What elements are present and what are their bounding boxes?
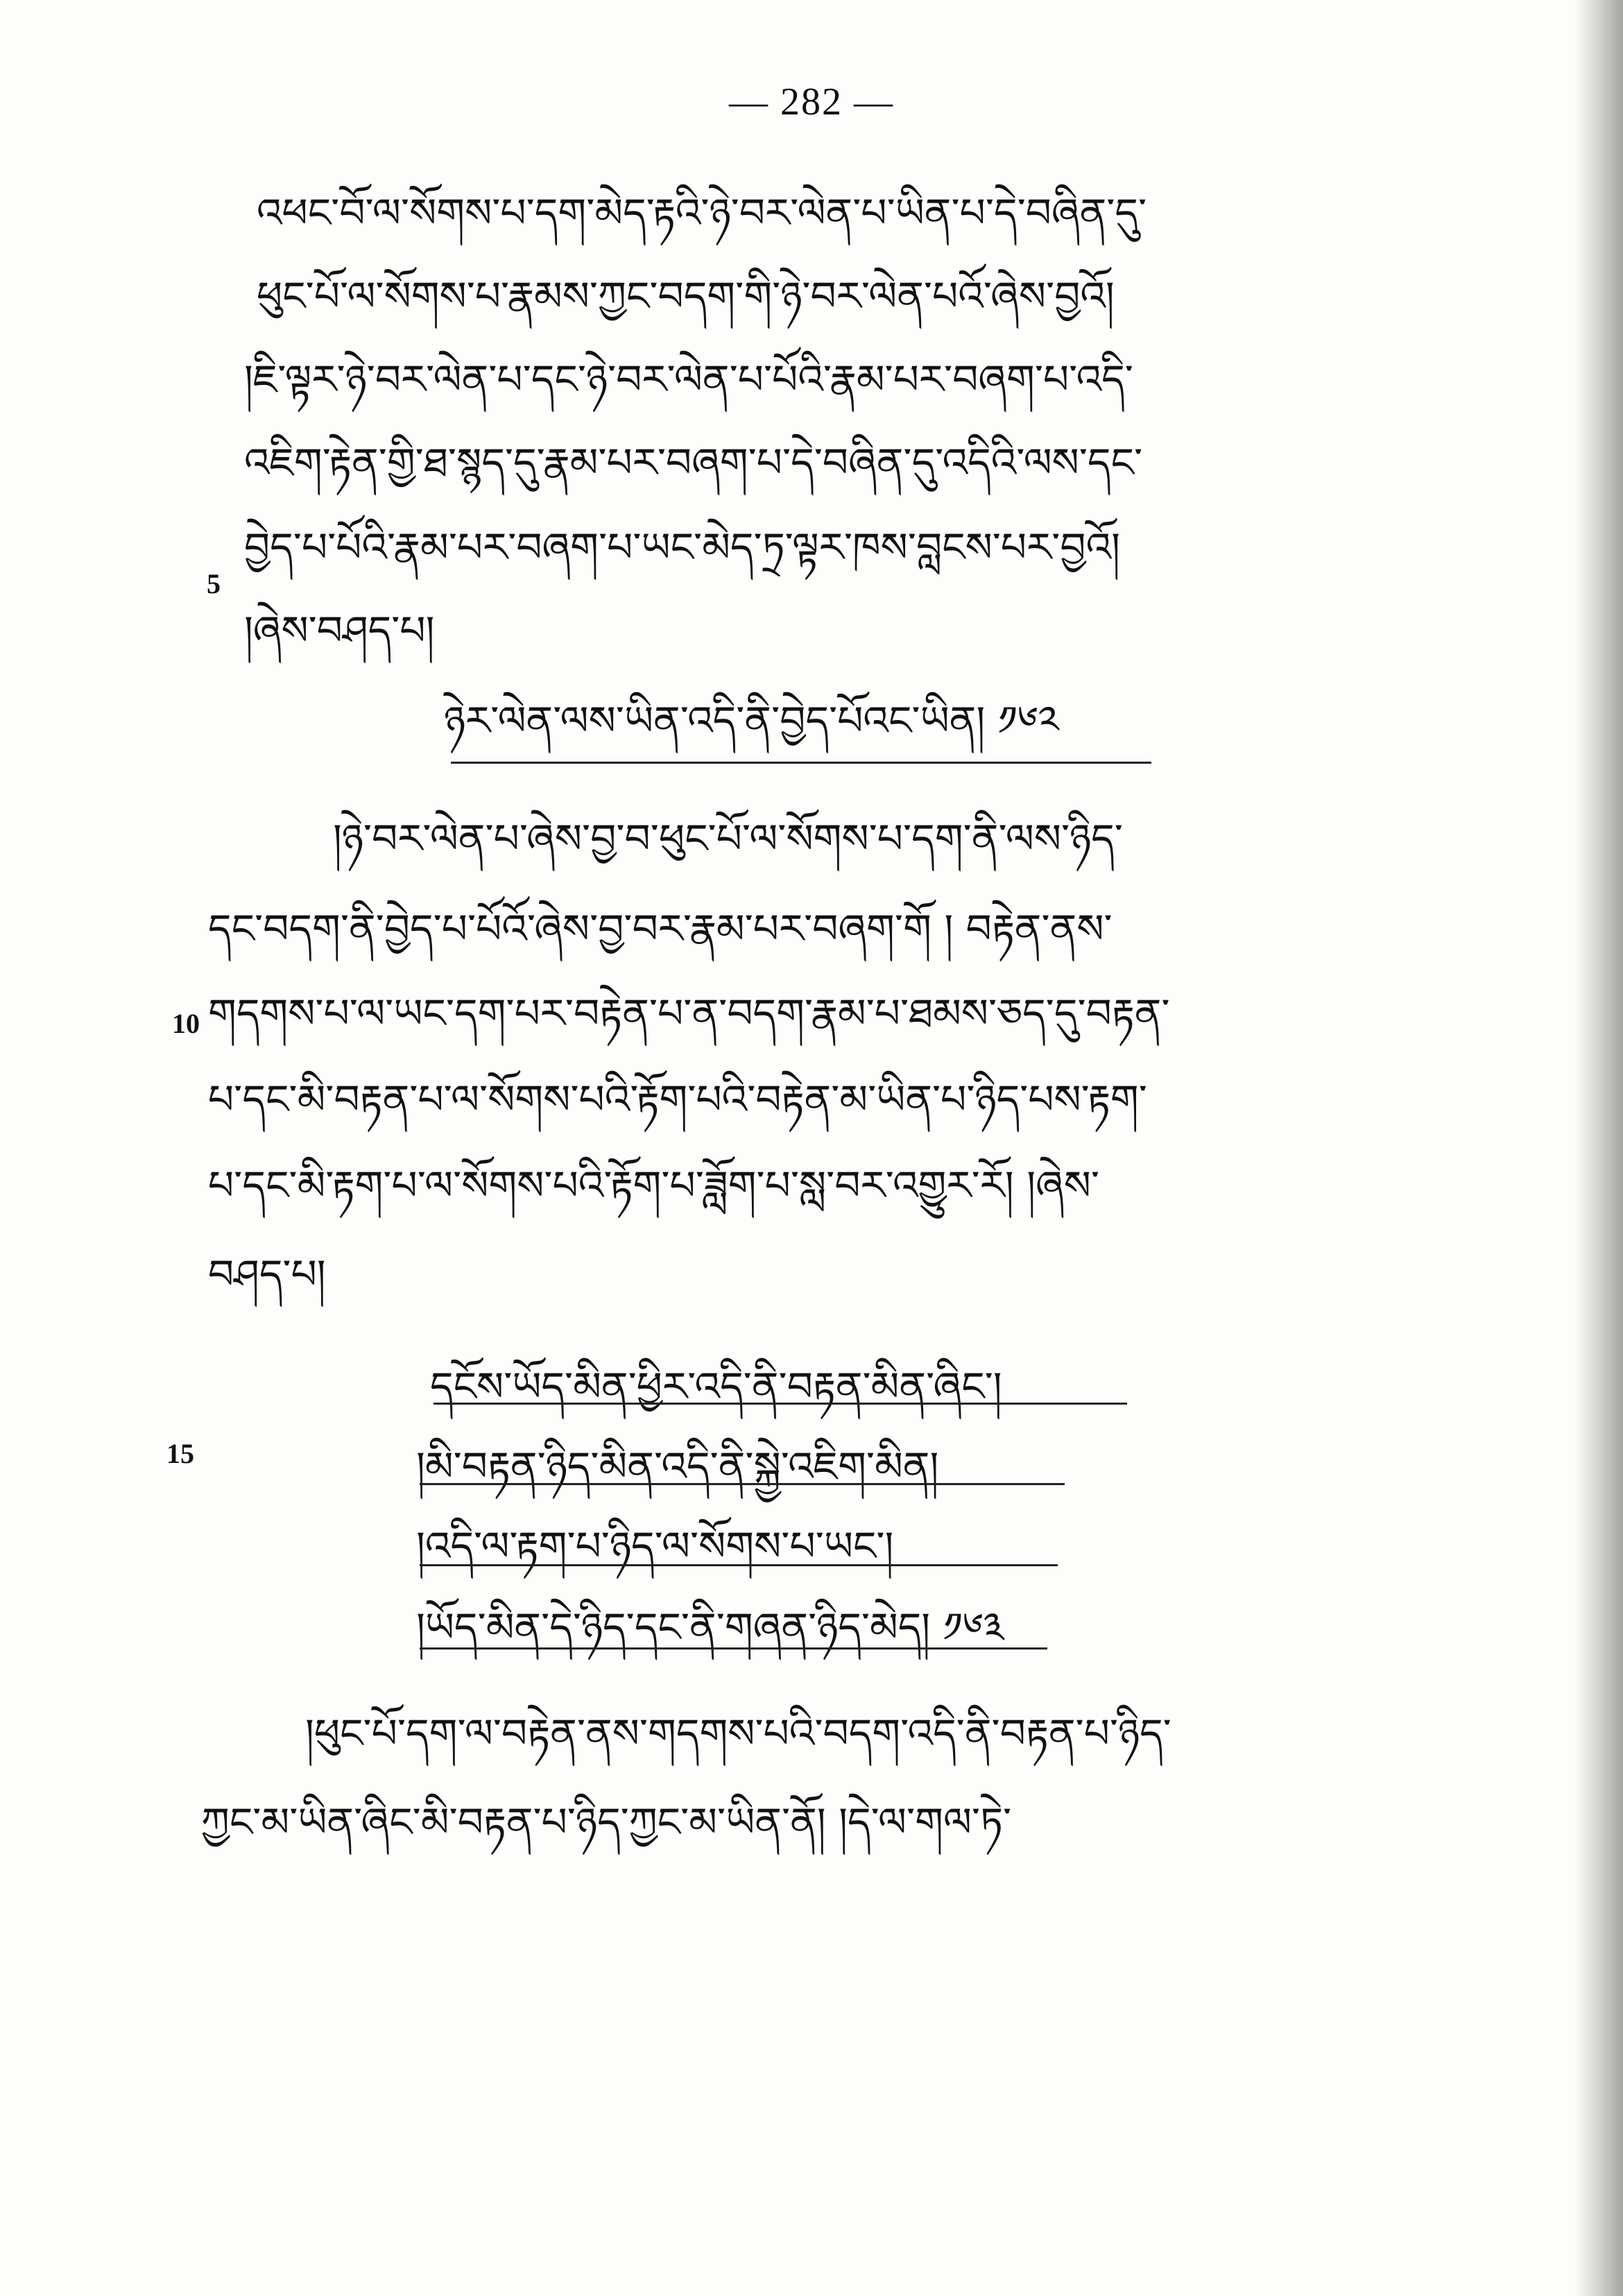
page-number: — 282 — bbox=[729, 80, 894, 123]
paragraph3-line-1: །ཕུང་པོ་དག་ལ་བརྟེན་ནས་གདགས་པའི་བདག་འདི་ནི་བརྟན་པ་ཉིད་ bbox=[305, 1710, 1171, 1757]
paragraph1-line-4: འཇིག་རྟེན་གྱི་ཐ་སྙད་དུ་རྣམ་པར་བཞག་པ་དེ་བཞིན་དུ་འདིའི་ལས་དང་ bbox=[244, 439, 1143, 486]
paragraph1-line-6: །ཞེས་བཤད་པ། bbox=[244, 607, 435, 654]
verse-line-2-underline bbox=[420, 1483, 1065, 1485]
paragraph1-line-5: བྱེད་པ་པོའི་རྣམ་པར་བཞག་པ་ཡང་མེད་ཏྲ་ལྟར་ཁས་བླངས་པར་བྱའོ། bbox=[244, 524, 1121, 571]
verse-line-3: །འདི་ལ་རྟག་པ་ཉིད་ལ་སོགས་པ་ཡང་། bbox=[416, 1523, 894, 1570]
paragraph2-line-6: བཤད་པ། bbox=[208, 1251, 326, 1298]
line-number-5: 5 bbox=[207, 568, 221, 599]
paragraph2-line-5: པ་དང་མི་རྟག་པ་ལ་སོགས་པའི་རྟོག་པ་ཟློག་པ་སླ་བར་འགྱུར་རོ། །ཞེས་ bbox=[208, 1162, 1100, 1209]
line-number-10: 10 bbox=[172, 1008, 200, 1039]
paragraph2-line-1: །ཉེ་བར་ལེན་པ་ཞེས་བྱ་བ་ཕུང་པོ་ལ་སོགས་པ་དག་ནི་ལས་ཉིད་ bbox=[333, 815, 1123, 862]
verse-line-3-underline bbox=[420, 1564, 1058, 1566]
line-number-15: 15 bbox=[166, 1438, 194, 1469]
paragraph2-line-2: དང་བདག་ནི་བྱེད་པ་པོའོ་ཞེས་བྱ་བར་རྣམ་པར་བཞག་གོ ། བརྟེན་ནས་ bbox=[208, 905, 1113, 952]
verse-line-1: དངོས་ཡོད་མིན་ཕྱིར་འདི་ནི་བརྟན་མིན་ཞིང་། bbox=[430, 1363, 1002, 1410]
section-heading: ཉེར་ལེན་ལས་ཡིན་འདི་ནི་བྱེད་པོའང་ཡིན། ༡༦༢ bbox=[444, 697, 1059, 744]
paragraph3-line-2: ཀྱང་མ་ཡིན་ཞིང་མི་བརྟན་པ་ཉིད་ཀྱང་མ་ཡིན་ནོ། །དེ་ལ་གལ་ཏེ་ bbox=[201, 1799, 1012, 1846]
verse-line-1-underline bbox=[433, 1403, 1127, 1405]
heading-underline bbox=[451, 762, 1151, 764]
paragraph2-line-3: གདགས་པ་ལ་ཡང་དག་པར་བརྟེན་པ་ན་བདག་རྣམ་པ་ཐམས་ཅད་དུ་བརྟན་ bbox=[208, 990, 1170, 1037]
verse-line-4-underline bbox=[420, 1647, 1047, 1650]
verse-line-4: །ཡོད་མིན་དེ་ཉིད་དང་ནི་གཞན་ཉིད་མེད། ༡༦༣ bbox=[416, 1604, 1004, 1651]
paragraph1-line-2: ཕུང་པོ་ལ་སོགས་པ་རྣམས་ཀྱང་བདག་གི་ཉེ་བར་ལེན་པའོ་ཞེས་བྱའོ། bbox=[257, 273, 1115, 320]
paragraph1-line-3: །ཇི་ལྟར་ཉེ་བར་ལེན་པ་དང་ཉེ་བར་ལེན་པ་པོའི་རྣམ་པར་བཞག་པ་འདི་ bbox=[244, 356, 1133, 403]
paragraph2-line-4: པ་དང་མི་བརྟན་པ་ལ་སོགས་པའི་རྟོག་པའི་བརྟེན་མ་ཡིན་པ་ཉིད་པས་རྟག་ bbox=[208, 1076, 1147, 1123]
verse-line-2: །མི་བརྟན་ཉིད་མིན་འདི་ནི་སྐྱེ་འཇིག་མིན། bbox=[416, 1443, 939, 1490]
scan-edge-shadow bbox=[1574, 0, 1623, 2296]
paragraph1-line-1: འཕང་བོ་ལ་སོགས་པ་དག་མེད་རྟའི་ཉེ་བར་ལེན་པ་ཡིན་པ་དེ་བཞིན་དུ་ bbox=[257, 189, 1147, 237]
